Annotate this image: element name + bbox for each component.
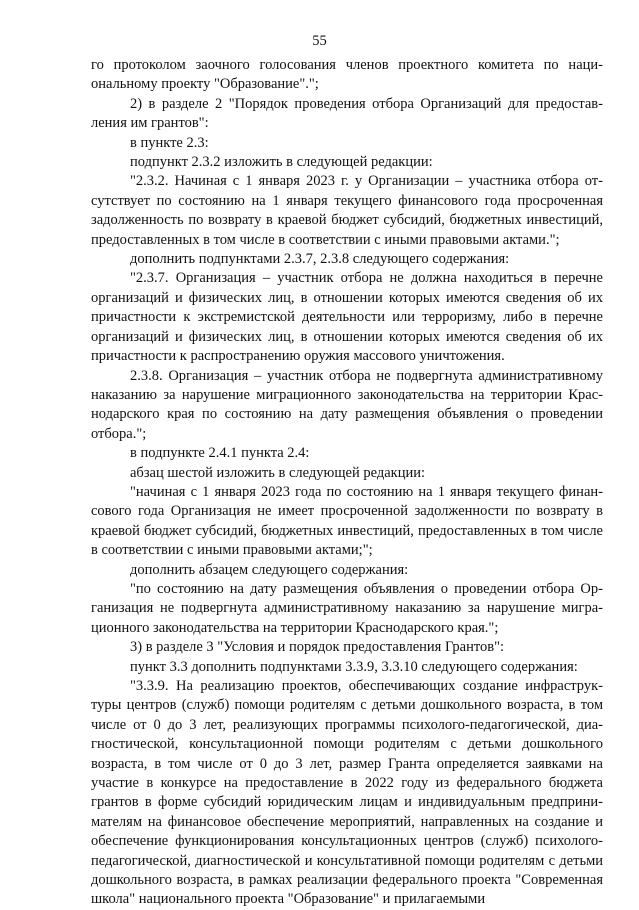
paragraph: в подпункте 2.4.1 пункта 2.4:: [130, 445, 310, 462]
paragraph: го протоколом заочного голосования членов проектного комитета по национальному проекту "Образование".";: [91, 57, 603, 93]
paragraph: абзац шестой изложить в следующей редакции:: [130, 464, 425, 481]
paragraph: подпункт 2.3.2 изложить в следующей редакции:: [130, 154, 433, 171]
document-body: [91, 56, 603, 910]
paragraph: в пункте 2.3:: [130, 134, 209, 151]
paragraph: дополнить подпунктами 2.3.7, 2.3.8 следующего содержания:: [130, 251, 510, 268]
paragraph: "по состоянию на дату размещения объявления о проведении отбора Организация не подвергнута административному наказанию за нарушение миграционного законодательства на территории Краснодарского края.";: [91, 580, 603, 636]
paragraph: дополнить абзацем следующего содержания:: [130, 561, 409, 578]
page-number: 55: [312, 33, 327, 49]
paragraph: пункт 3.3 дополнить подпунктами 3.3.9, 3.3.10 следующего содержания:: [130, 658, 578, 675]
paragraph: 2) в разделе 2 "Порядок проведения отбора Организаций для предоставления им грантов":: [91, 95, 603, 132]
paragraph: "2.3.7. Организация – участник отбора не должна находиться в перечне организаций и физических лиц, в отношении которых имеются сведения об их причастности к экстремистской деятельности или терроризму, либо в перечне организаций и физических лиц, в отношении которых имеются сведения об их причастности к распространению оружия массового уничтожения.: [91, 270, 603, 365]
paragraph: "3.3.9. На реализацию проектов, обеспечивающих создание инфраструктуры центров (служб) помощи родителям с детьми дошкольного возраста, в том числе от 0 до 3 лет, реализующих программы психолого-педагогической, диагностической, консультационной помощи родителям с детьми дошкольного возраста, в том числе от 0 до 3 лет, размер Гранта определяется заявками на участие в конкурсе на предоставление в 2022 году из федерального бюджета грантов в форме субсидий юридическим лицам и индивидуальным предпринимателям на финансовое обеспечение мероприятий, направленных на создание и обеспечение функционирования консультационных центров (служб) психолого-педагогической, диагностической и консультативной помощи родителям с детьми дошкольного возраста, в рамках реализации федерального проекта "Современная школа" национального проекта "Образование" и прилагаемыми: [91, 678, 603, 908]
paragraph: 2.3.8. Организация – участник отбора не подвергнута административному наказанию за нарушение миграционного законодательства на территории Краснодарского края по состоянию на дату размещения объявления о проведении отбора.";: [91, 367, 603, 442]
paragraph: 3) в разделе 3 "Условия и порядок предоставления Грантов":: [130, 639, 505, 656]
paragraph: "начиная с 1 января 2023 года по состоянию на 1 января текущего финансового года Организация не имеет просроченной задолженности по возврату в краевой бюджет субсидий, бюджетных инвестиций, предоставленных в том числе в соответствии с иными правовыми актами;";: [91, 483, 603, 559]
paragraph: "2.3.2. Начиная с 1 января 2023 г. у Организации – участника отбора отсутствует по состоянию на 1 января текущего финансового года просроченная задолженность по возврату в краевой бюджет субсидий, бюджетных инвестиций, предоставленных в том числе в соответствии с иными правовыми актами.";: [91, 173, 603, 248]
